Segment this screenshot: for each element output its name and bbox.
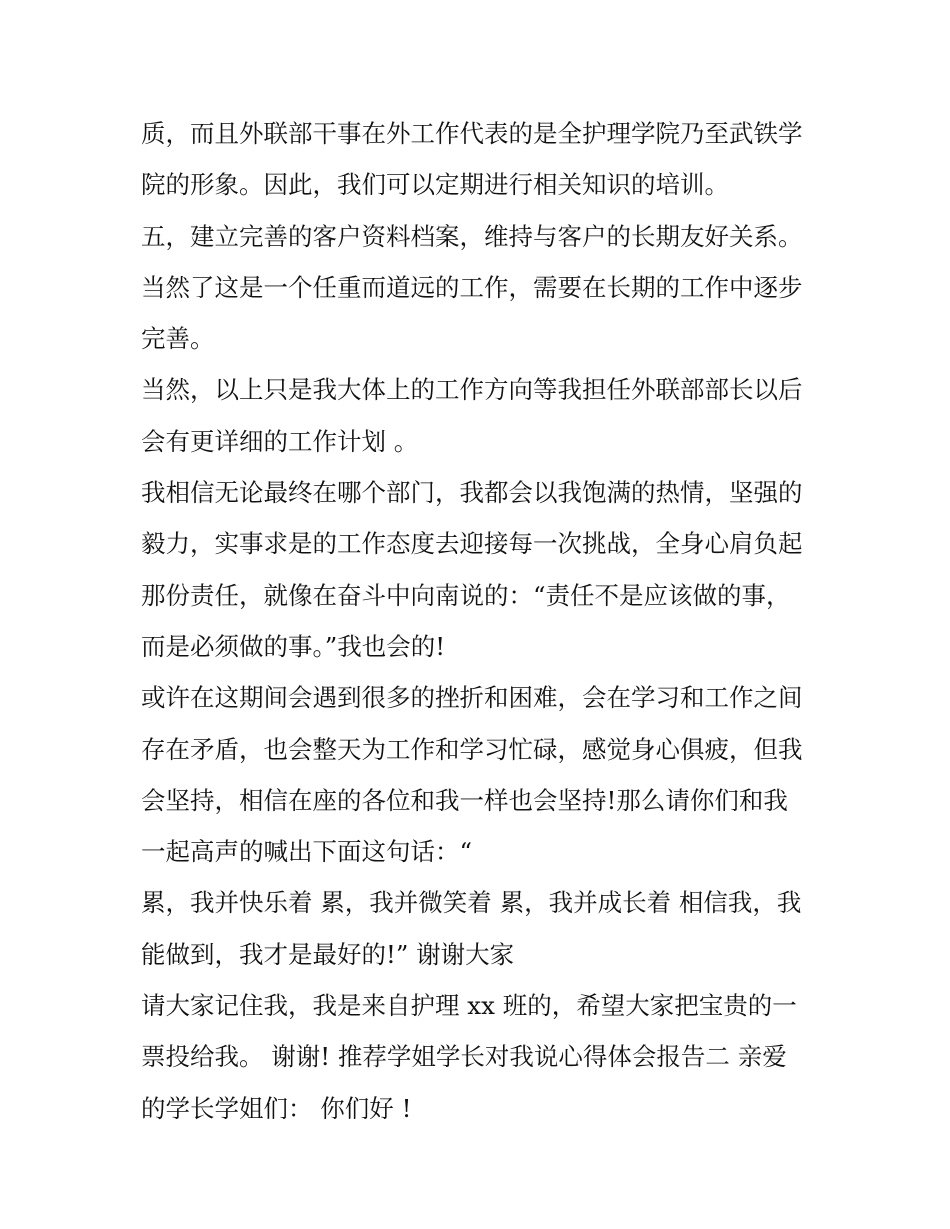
document-body	[141, 108, 821, 1134]
text-line: 当然，以上只是我大体上的工作方向等我担任外联部部长以后	[141, 375, 803, 405]
text-line: 存在矛盾，也会整天为工作和学习忙碌，感觉身心俱疲，但我	[141, 734, 803, 764]
text-line: 院的形象。因此，我们可以定期进行相关知识的培训。	[141, 170, 729, 200]
text-line: 会坚持，相信在座的各位和我一样也会坚持!那么请你们和我	[141, 785, 788, 815]
text-line: 完善。	[141, 324, 215, 354]
text-line: 的学长学姐们： 你们好 !	[141, 1093, 412, 1123]
text-line: 五，建立完善的客户资料档案，维持与客户的长期友好关系。	[141, 221, 803, 251]
text-line: 我相信无论最终在哪个部门，我都会以我饱满的热情，坚强的	[141, 478, 803, 508]
text-line: 请大家记住我，我是来自护理 xx 班的，希望大家把宝贵的一	[141, 991, 797, 1021]
text-line: 一起高声的喊出下面这句话：“	[141, 837, 473, 867]
text-line: 会有更详细的工作计划 。	[141, 426, 419, 456]
text-line: 或许在这期间会遇到很多的挫折和困难，会在学习和工作之间	[141, 683, 803, 713]
text-line: 票投给我。 谢谢! 推荐学姐学长对我说心得体会报告二 亲爱	[141, 1042, 787, 1072]
text-line: 质，而且外联部干事在外工作代表的是全护理学院乃至武铁学	[141, 119, 803, 148]
text-line: 那份责任，就像在奋斗中向南说的：“责任不是应该做的事，	[141, 580, 791, 610]
text-line: 当然了这是一个任重而道远的工作，需要在长期的工作中逐步	[141, 272, 803, 302]
text-line: 而是必须做的事。”我也会的!	[141, 631, 446, 661]
text-line: 毅力，实事求是的工作态度去迎接每一次挑战，全身心肩负起	[141, 529, 803, 559]
text-line: 累，我并快乐着 累，我并微笑着 累，我并成长着 相信我，我	[141, 888, 802, 918]
text-line: 能做到，我才是最好的!” 谢谢大家	[141, 939, 515, 969]
